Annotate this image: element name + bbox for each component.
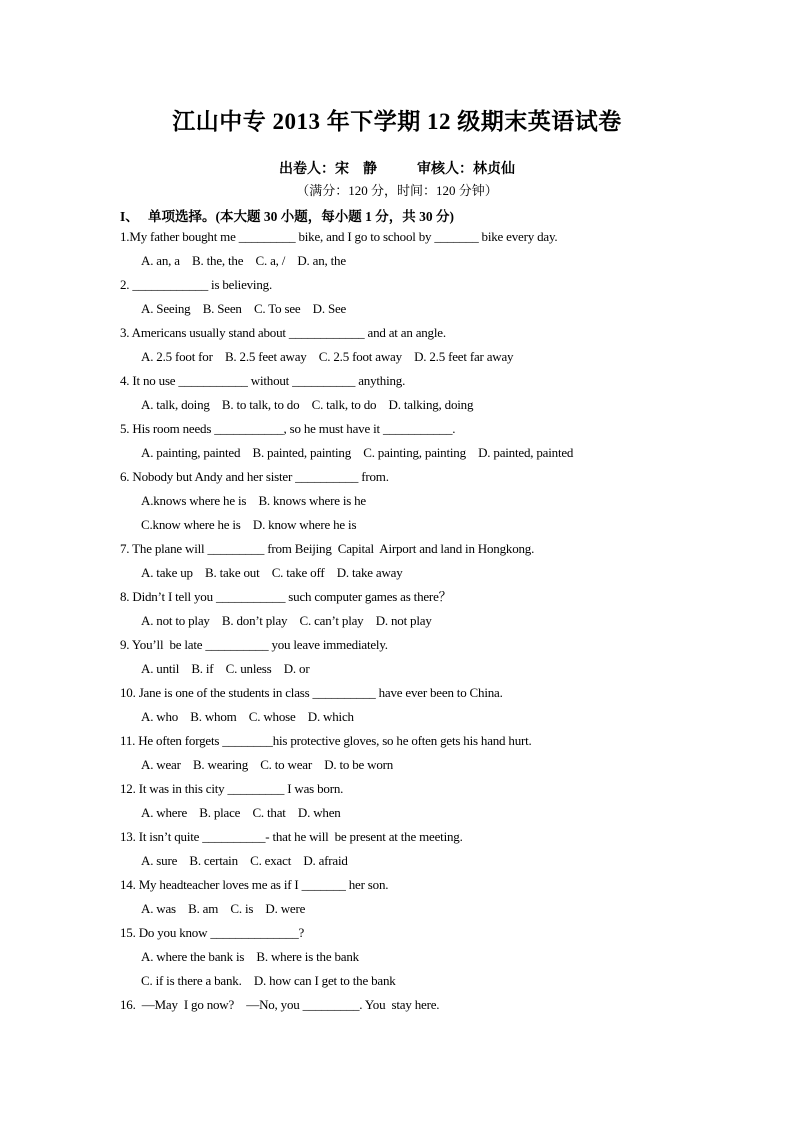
question-stem: 9. You’ll be late __________ you leave immediately.: [120, 637, 388, 652]
option-b[interactable]: B. painted, painting: [252, 445, 352, 460]
option-d[interactable]: D. painted, painted: [478, 445, 574, 460]
option-a[interactable]: A. was: [141, 901, 176, 916]
option-b[interactable]: B. knows where is he: [258, 493, 367, 508]
option-b[interactable]: D. how can I get to the bank: [253, 973, 396, 988]
option-b[interactable]: B. whom: [190, 709, 237, 724]
option-c[interactable]: C. can’t play: [299, 613, 364, 628]
option-a[interactable]: A. an, a: [141, 253, 180, 268]
option-a[interactable]: A. talk, doing: [141, 397, 210, 412]
question-stem: 7. The plane will _________ from Beijing Capital Airport and land in Hongkong.: [120, 541, 535, 556]
option-a[interactable]: A. take up: [141, 565, 193, 580]
options-row: [141, 611, 432, 631]
option-c[interactable]: C. exact: [250, 853, 292, 868]
option-a[interactable]: A. wear: [141, 757, 181, 772]
question-stem: 8. Didn’t I tell you ___________ such computer games as there？: [120, 589, 452, 604]
option-c[interactable]: C. 2.5 foot away: [318, 349, 402, 364]
option-a[interactable]: A. 2.5 foot for: [141, 349, 213, 364]
options-row: [141, 659, 309, 679]
question-stem: 3. Americans usually stand about ____________ and at an angle.: [120, 325, 446, 340]
question-stem: 6. Nobody but Andy and her sister __________ from.: [120, 469, 389, 484]
option-d[interactable]: D. when: [297, 805, 341, 820]
option-d[interactable]: D. were: [265, 901, 306, 916]
option-b[interactable]: B. certain: [189, 853, 238, 868]
options-row: [141, 947, 359, 967]
question-stem: 5. His room needs ___________, so he must have it ___________.: [120, 421, 456, 436]
options-row: [141, 851, 348, 871]
options-row: [141, 755, 393, 775]
option-d[interactable]: D. 2.5 feet far away: [414, 349, 514, 364]
options-row: [141, 347, 513, 367]
option-c[interactable]: C. To see: [253, 301, 301, 316]
option-d[interactable]: D. to be worn: [324, 757, 394, 772]
question-stem: 2. ____________ is believing.: [120, 277, 272, 292]
option-a[interactable]: C. if is there a bank.: [141, 973, 242, 988]
option-d[interactable]: D. afraid: [303, 853, 348, 868]
option-a[interactable]: A. until: [141, 661, 180, 676]
option-b[interactable]: B. 2.5 feet away: [224, 349, 307, 364]
section-title: 单项选择。(本大题 30 小题，每小题 1 分，共 30 分): [148, 209, 454, 224]
section-number: I、: [120, 209, 139, 224]
option-b[interactable]: B. where is the bank: [256, 949, 359, 964]
option-b[interactable]: B. the, the: [192, 253, 244, 268]
question-stem: 14. My headteacher loves me as if I _______ her son.: [120, 877, 389, 892]
options-row: [141, 443, 573, 463]
option-b[interactable]: B. take out: [205, 565, 260, 580]
question-stem: 11. He often forgets ________his protective gloves, so he often gets his hand hurt.: [120, 733, 532, 748]
option-b[interactable]: B. to talk, to do: [221, 397, 300, 412]
option-d[interactable]: D. take away: [336, 565, 403, 580]
option-a[interactable]: A. painting, painted: [141, 445, 241, 460]
option-c[interactable]: C. is: [230, 901, 254, 916]
option-d[interactable]: D. See: [312, 301, 347, 316]
options-row: [141, 515, 356, 535]
reviewer-label: 审核人：林贞仙: [417, 162, 515, 177]
option-a[interactable]: A. not to play: [141, 613, 210, 628]
option-b[interactable]: B. if: [191, 661, 214, 676]
question-stem: 15. Do you know ______________?: [120, 925, 305, 940]
options-row: [141, 251, 346, 271]
option-a[interactable]: A.knows where he is: [141, 493, 247, 508]
option-b[interactable]: B. place: [199, 805, 241, 820]
option-a[interactable]: A. Seeing: [141, 301, 191, 316]
option-a[interactable]: A. sure: [141, 853, 178, 868]
options-row: [141, 563, 403, 583]
options-row: [141, 971, 396, 991]
score-info: （满分：120 分，时间：120 分钟）: [296, 183, 498, 198]
option-b[interactable]: B. wearing: [192, 757, 248, 772]
option-c[interactable]: C. unless: [225, 661, 272, 676]
option-b[interactable]: B. don’t play: [221, 613, 288, 628]
options-row: [141, 899, 305, 919]
option-c[interactable]: C. a, /: [255, 253, 286, 268]
section-heading: [120, 205, 454, 225]
option-c[interactable]: C. to wear: [260, 757, 312, 772]
author-line: [0, 158, 794, 178]
option-a[interactable]: A. where the bank is: [141, 949, 245, 964]
options-row: [141, 803, 341, 823]
options-row: [141, 299, 346, 319]
option-c[interactable]: C. take off: [271, 565, 325, 580]
option-b[interactable]: D. know where he is: [252, 517, 357, 532]
option-b[interactable]: B. Seen: [202, 301, 242, 316]
author-label: 出卷人：宋 静: [279, 162, 377, 177]
option-c[interactable]: C. whose: [248, 709, 296, 724]
option-d[interactable]: D. which: [307, 709, 354, 724]
option-d[interactable]: D. an, the: [297, 253, 346, 268]
option-c[interactable]: C. that: [252, 805, 286, 820]
option-d[interactable]: D. or: [283, 661, 310, 676]
question-stem: 13. It isn’t quite __________- that he will be present at the meeting.: [120, 829, 463, 844]
question-stem: 1.My father bought me _________ bike, and I go to school by _______ bike every day.: [120, 229, 558, 244]
question-stem: 12. It was in this city _________ I was born.: [120, 781, 344, 796]
options-row: [141, 491, 366, 511]
options-row: [141, 707, 354, 727]
question-stem: 10. Jane is one of the students in class __________ have ever been to China.: [120, 685, 503, 700]
option-c[interactable]: C. talk, to do: [311, 397, 377, 412]
question-stem: 16. —May I go now? —No, you _________. You stay here.: [120, 997, 440, 1012]
option-a[interactable]: C.know where he is: [141, 517, 241, 532]
option-d[interactable]: D. talking, doing: [388, 397, 474, 412]
option-d[interactable]: D. not play: [375, 613, 432, 628]
option-b[interactable]: B. am: [188, 901, 219, 916]
exam-title: 江山中专 2013 年下学期 12 级期末英语试卷: [172, 109, 622, 134]
options-row: [141, 395, 473, 415]
option-a[interactable]: A. where: [141, 805, 188, 820]
option-c[interactable]: C. painting, painting: [363, 445, 466, 460]
option-a[interactable]: A. who: [141, 709, 179, 724]
question-stem: 4. It no use ___________ without __________ anything.: [120, 373, 406, 388]
